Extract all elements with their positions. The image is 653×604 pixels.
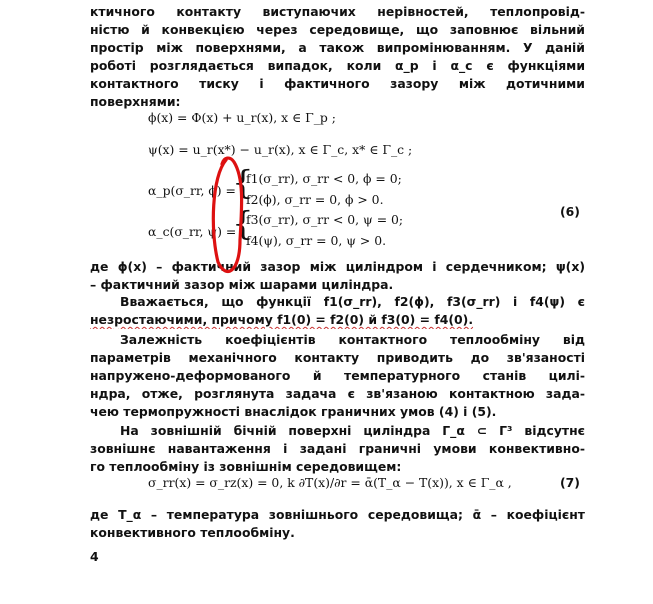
- text-line-20: конвективного теплообміну.: [90, 525, 295, 540]
- text-line-9: Вважається, що функції f1(σ_rr), f2(ϕ), f3(σ_rr) і f4(ψ) є: [120, 294, 585, 309]
- left-brace-alpha-c: {: [232, 205, 254, 243]
- text-line-18: го теплообміну із зовнішнім середовищем:: [90, 459, 402, 474]
- equation-phi: ϕ(x) = Φ(x) + u_r(x), x ∈ Γ_p ;: [148, 110, 336, 125]
- text-line-2: ністю й конвекцією через середовище, що заповнює вільний: [90, 22, 585, 37]
- text-line-12: параметрів механічного контакту приводить до зв'язаності: [90, 350, 585, 365]
- text-line-1: [90, 3, 585, 21]
- equation-alpha-c-case2: f4(ψ), σ_rr = 0, ψ > 0.: [246, 233, 387, 248]
- text-line-4: роботі розглядається випадок, коли α_p і α_c є функціями: [90, 58, 585, 73]
- text-line-6: поверхнями:: [90, 94, 181, 109]
- text-line-5: контактного тиску і фактичного зазору між дотичними: [90, 76, 585, 91]
- text-line-1-content: ктичного контакту виступаючих нерівностей, теплопровід-: [90, 4, 585, 19]
- equation-alpha-p-case1: f1(σ_rr), σ_rr < 0, ϕ = 0;: [246, 171, 402, 186]
- equation-alpha-p-lhs: α_p(σ_rr, ϕ) =: [148, 183, 236, 198]
- text-line-13: напружено-деформованого й температурного станів цилі-: [90, 368, 585, 383]
- left-brace-alpha-p: {: [232, 164, 254, 202]
- equation-alpha-c-lhs: α_c(σ_rr, ψ) =: [148, 224, 237, 239]
- text-line-3: простір між поверхнями, а також випромінюванням. У даній: [90, 40, 585, 55]
- text-line-8: – фактичний зазор між шарами циліндра.: [90, 277, 394, 292]
- text-line-19: де T_α – температура зовнішнього середовища; ᾱ – коефіцієнт: [90, 507, 585, 522]
- equation-psi: ψ(x) = u_r(x*) − u_r(x), x ∈ Γ_c, x* ∈ Γ_c ;: [148, 142, 413, 157]
- equation-boundary-condition: σ_rr(x) = σ_rz(x) = 0, k ∂T(x)/∂r = ᾱ(T_α − T(x)), x ∈ Γ_α ,: [148, 475, 512, 490]
- equation-number-7: (7): [560, 475, 580, 490]
- text-line-11: Залежність коефіцієнтів контактного теплообміну від: [120, 332, 585, 347]
- equation-alpha-p-case2: f2(ϕ), σ_rr = 0, ϕ > 0.: [246, 192, 384, 207]
- text-line-15: чею термопружності внаслідок граничних умов (4) і (5).: [90, 404, 497, 419]
- equation-alpha-c-case1: f3(σ_rr), σ_rr < 0, ψ = 0;: [246, 212, 404, 227]
- text-line-14: ндра, отже, розглянута задача є зв'язаною контактною зада-: [90, 386, 585, 401]
- page-number: 4: [90, 549, 99, 564]
- text-line-16: На зовнішній бічній поверхні циліндра Γ_α ⊂ Γ³ відсутнє: [120, 423, 585, 438]
- text-line-10: незростаючими, причому f1(0) = f2(0) й f3(0) = f4(0).: [90, 312, 474, 327]
- text-line-17: зовнішнє навантаження і задані граничні умови конвективно-: [90, 441, 585, 456]
- equation-number-6: (6): [560, 204, 580, 219]
- text-line-7: де ϕ(x) – фактичний зазор між циліндром і сердечником; ψ(x): [90, 259, 585, 274]
